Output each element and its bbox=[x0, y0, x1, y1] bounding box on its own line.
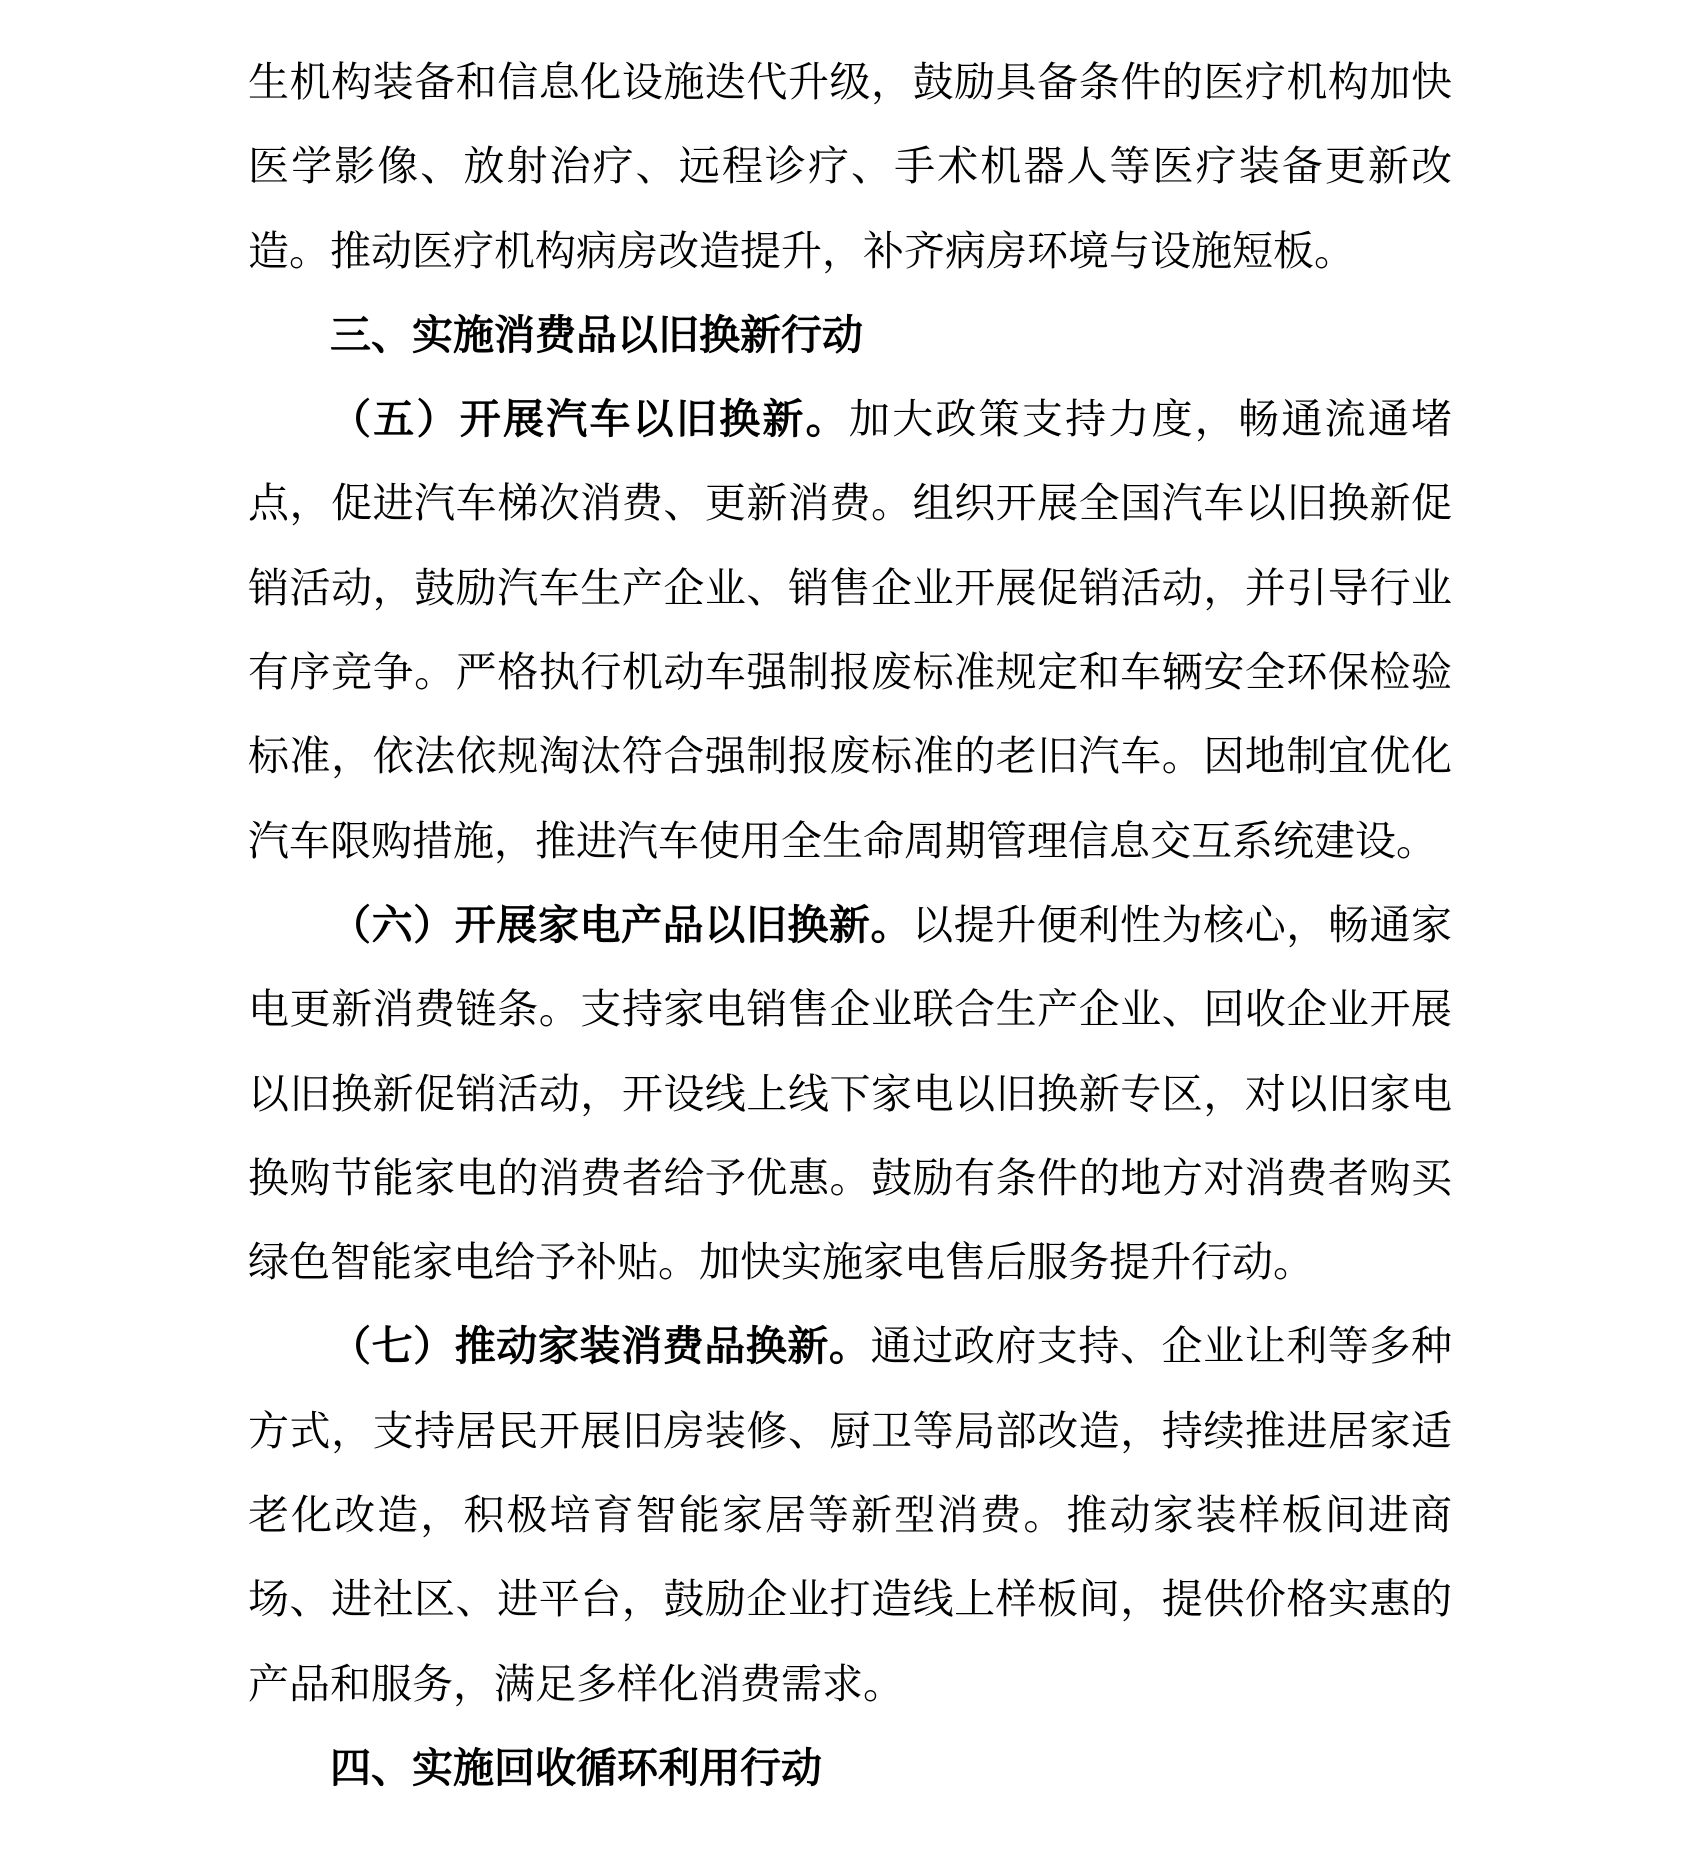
body-line bbox=[248, 124, 1452, 208]
body-line bbox=[248, 1304, 1452, 1388]
body-line bbox=[248, 546, 1452, 630]
body-line bbox=[248, 209, 1452, 293]
text-segment: 生机构装备和信息化设施迭代升级，鼓励具备条件的医疗机构加快 bbox=[248, 59, 1452, 105]
body-line bbox=[248, 883, 1452, 967]
document-text-column bbox=[248, 40, 1452, 1810]
body-line bbox=[248, 377, 1452, 461]
text-segment: 有序竞争。严格执行机动车强制报废标准规定和车辆安全环保检验 bbox=[248, 649, 1452, 696]
text-segment: 方式，支持居民开展旧房装修、厨卫等局部改造，持续推进居家适 bbox=[248, 1407, 1452, 1454]
text-segment: 场、进社区、进平台，鼓励企业打造线上样板间，提供价格实惠的 bbox=[248, 1576, 1452, 1623]
text-segment: 以提升便利性为核心，畅通家 bbox=[912, 901, 1452, 948]
body-line bbox=[248, 1473, 1452, 1557]
body-line bbox=[248, 1052, 1452, 1136]
text-segment: 医学影像、放射治疗、远程诊疗、手术机器人等医疗装备更新改 bbox=[248, 143, 1452, 190]
emphasis-text: 三、实施消费品以旧换新行动 bbox=[330, 311, 863, 358]
text-segment: 标准，依法依规淘汰符合强制报废标准的老旧汽车。因地制宜优化 bbox=[248, 733, 1452, 780]
section-heading bbox=[248, 293, 1452, 377]
text-segment: 绿色智能家电给予补贴。加快实施家电售后服务提升行动。 bbox=[248, 1239, 1314, 1286]
body-line bbox=[248, 1642, 1452, 1726]
emphasis-text: （六）开展家电产品以旧换新。 bbox=[330, 901, 913, 948]
body-line bbox=[248, 1389, 1452, 1473]
body-line bbox=[248, 461, 1452, 545]
text-segment: 老化改造，积极培育智能家居等新型消费。推动家装样板间进商 bbox=[248, 1492, 1452, 1539]
text-segment: 点，促进汽车梯次消费、更新消费。组织开展全国汽车以旧换新促 bbox=[248, 480, 1452, 527]
body-line bbox=[248, 714, 1452, 798]
body-line bbox=[248, 630, 1452, 714]
body-line bbox=[248, 1220, 1452, 1304]
emphasis-text: （七）推动家装消费品换新。 bbox=[330, 1323, 871, 1370]
emphasis-text: 四、实施回收循环利用行动 bbox=[330, 1744, 822, 1791]
body-line bbox=[248, 1557, 1452, 1641]
body-line bbox=[248, 967, 1452, 1051]
body-line bbox=[248, 1136, 1452, 1220]
text-segment: 换购节能家电的消费者给予优惠。鼓励有条件的地方对消费者购买 bbox=[248, 1154, 1452, 1201]
text-segment: 通过政府支持、企业让利等多种 bbox=[870, 1323, 1452, 1370]
section-heading bbox=[248, 1726, 1452, 1810]
body-line bbox=[248, 40, 1452, 124]
text-segment: 电更新消费链条。支持家电销售企业联合生产企业、回收企业开展 bbox=[248, 986, 1452, 1033]
text-segment: 汽车限购措施，推进汽车使用全生命周期管理信息交互系统建设。 bbox=[248, 817, 1437, 864]
text-segment: 以旧换新促销活动，开设线上线下家电以旧换新专区，对以旧家电 bbox=[248, 1070, 1452, 1117]
text-segment: 造。推动医疗机构病房改造提升，补齐病房环境与设施短板。 bbox=[248, 227, 1355, 274]
text-segment: 加大政策支持力度，畅通流通堵 bbox=[848, 396, 1453, 443]
emphasis-text: （五）开展汽车以旧换新。 bbox=[330, 396, 849, 443]
text-segment: 产品和服务，满足多样化消费需求。 bbox=[248, 1660, 904, 1707]
body-line bbox=[248, 799, 1452, 883]
text-segment: 销活动，鼓励汽车生产企业、销售企业开展促销活动，并引导行业 bbox=[248, 564, 1452, 611]
